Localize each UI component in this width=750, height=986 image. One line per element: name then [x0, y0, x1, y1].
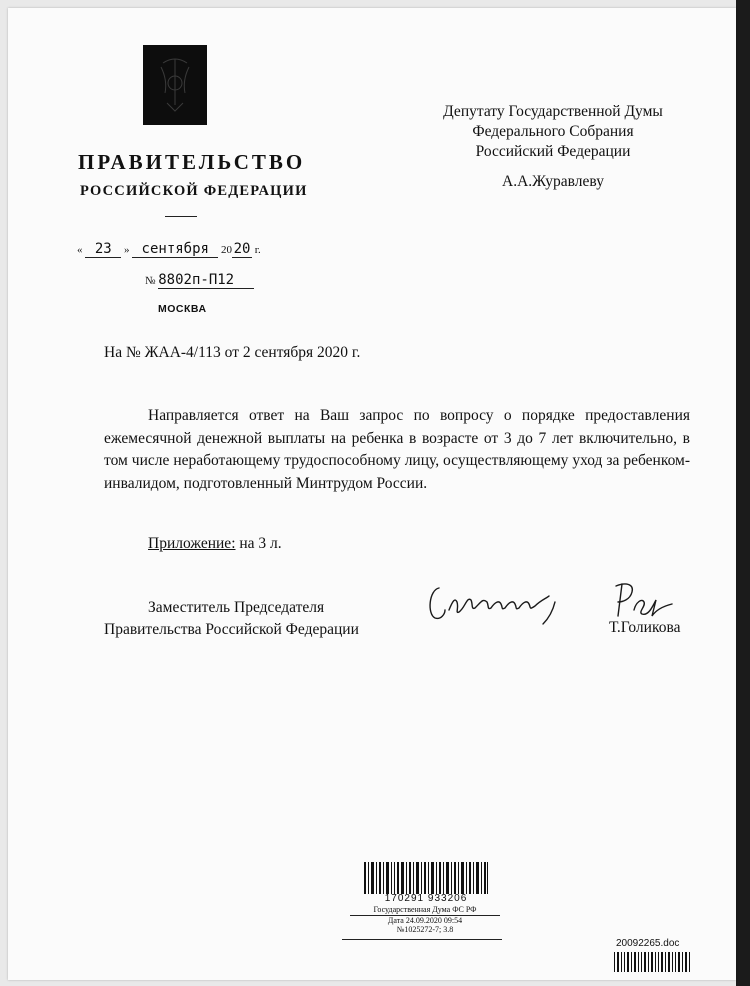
handwritten-greeting	[425, 580, 565, 628]
stamp-line-3: №1025272-7; 3.8	[396, 925, 454, 934]
stamp-line-2: Дата 24.09.2020 09:54	[387, 915, 463, 925]
barcode-icon	[364, 862, 488, 894]
date-month: сентября	[132, 241, 218, 258]
addressee-name: А.А.Журавлеву	[502, 173, 604, 190]
organization-title: ПРАВИТЕЛЬСТВО	[78, 150, 306, 174]
date-year-abbr: г.	[254, 244, 261, 256]
header-divider	[165, 216, 197, 217]
date-row	[77, 241, 297, 263]
body-paragraph: Направляется ответ на Ваш запрос по вопросу о порядке предоставления ежемесячной денежной выплаты на ребенка в возрасте от 3 до 7 лет включительно, в том числе неработающему трудоспособному лицу, осуществляющему уход за ребенком-инвалидом, подготовленный Минтрудом России.	[104, 407, 690, 492]
document-number: 8802п-П12	[158, 272, 254, 289]
signatory-title-line-2: Правительства Российской Федерации	[104, 621, 359, 638]
stamp-divider	[342, 939, 502, 940]
city-label: МОСКВА	[158, 303, 207, 315]
state-emblem-icon	[143, 45, 207, 125]
page-edge-shadow	[736, 0, 750, 986]
addressee-line-1: Депутату Государственной Думы	[443, 103, 663, 120]
addressee-block	[418, 102, 688, 192]
organization-subtitle: РОССИЙСКОЙ ФЕДЕРАЦИИ	[80, 183, 308, 199]
document-number-row	[145, 272, 254, 289]
number-label: №	[145, 275, 156, 287]
file-label: 20092265.doc	[616, 938, 680, 949]
reference-line: На № ЖАА-4/113 от 2 сентября 2020 г.	[104, 344, 361, 361]
addressee-line-3: Российский Федерации	[475, 143, 631, 160]
small-barcode-icon	[614, 952, 690, 972]
date-day: 23	[85, 241, 121, 258]
date-year-prefix: 20	[221, 244, 232, 256]
addressee-line-2: Федерального Собрания	[472, 123, 634, 140]
date-year-suffix: 20	[233, 241, 251, 257]
signatory-name: Т.Голикова	[609, 619, 681, 636]
date-open-quote: «	[77, 244, 83, 256]
barcode-number: 170291 933206	[384, 893, 468, 904]
date-close-quote: »	[124, 244, 130, 256]
signature-initials	[612, 580, 682, 622]
signatory-title-line-1: Заместитель Председателя	[148, 599, 325, 616]
stamp-text	[350, 905, 500, 935]
stamp-line-1: Государственная Дума ФС РФ	[350, 905, 500, 916]
attachment-line	[148, 535, 282, 553]
signatory-title	[104, 597, 359, 641]
attachment-label: Приложение:	[148, 535, 236, 552]
attachment-value: на 3 л.	[235, 535, 282, 552]
registration-stamp	[362, 862, 490, 944]
